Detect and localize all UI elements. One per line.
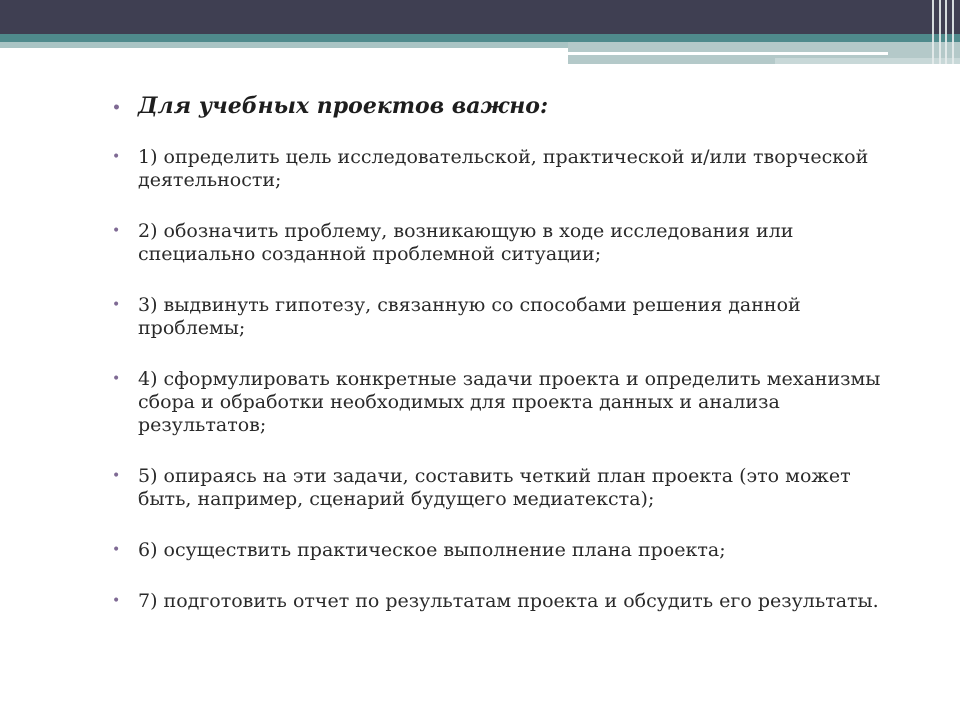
list-item-text: 3) выдвинуть гипотезу, связанную со способами решения данной проблемы; <box>138 294 801 339</box>
list-heading <box>110 92 890 120</box>
bullet-icon: • <box>112 100 121 116</box>
bullet-icon: • <box>112 149 121 165</box>
header-step-line <box>568 52 888 55</box>
header-dark-band <box>0 0 960 34</box>
bullet-icon: • <box>112 223 121 239</box>
list-item-text: 2) обозначить проблему, возникающую в ходе исследования или специально созданной проблемной ситуации; <box>138 220 794 265</box>
list-item <box>110 465 890 511</box>
list-item <box>110 539 890 562</box>
list-item-text: 4) сформулировать конкретные задачи проекта и определить механизмы сбора и обработки необходимых для проекта данных и анализа результатов; <box>138 368 881 436</box>
bullet-icon: • <box>112 371 121 387</box>
bullet-icon: • <box>112 542 121 558</box>
list-item-text: 5) опираясь на эти задачи, составить четкий план проекта (это может быть, например, сценарий будущего медиатекста); <box>138 465 851 510</box>
list-item-text: 1) определить цель исследовательской, практической и/или творческой деятельности; <box>138 146 869 191</box>
list-item-text: 7) подготовить отчет по результатам проекта и обсудить его результаты. <box>138 590 879 612</box>
header-vertical-lines <box>930 0 960 64</box>
heading-text: Для учебных проектов важно: <box>138 93 549 119</box>
list-item <box>110 294 890 340</box>
bullet-icon: • <box>112 297 121 313</box>
bullet-list <box>110 92 890 641</box>
list-item <box>110 368 890 437</box>
list-item <box>110 146 890 192</box>
list-item-text: 6) осуществить практическое выполнение плана проекта; <box>138 539 726 561</box>
list-item <box>110 220 890 266</box>
bullet-icon: • <box>112 468 121 484</box>
list-item <box>110 590 890 613</box>
header-teal-band <box>0 34 960 42</box>
bullet-icon: • <box>112 593 121 609</box>
